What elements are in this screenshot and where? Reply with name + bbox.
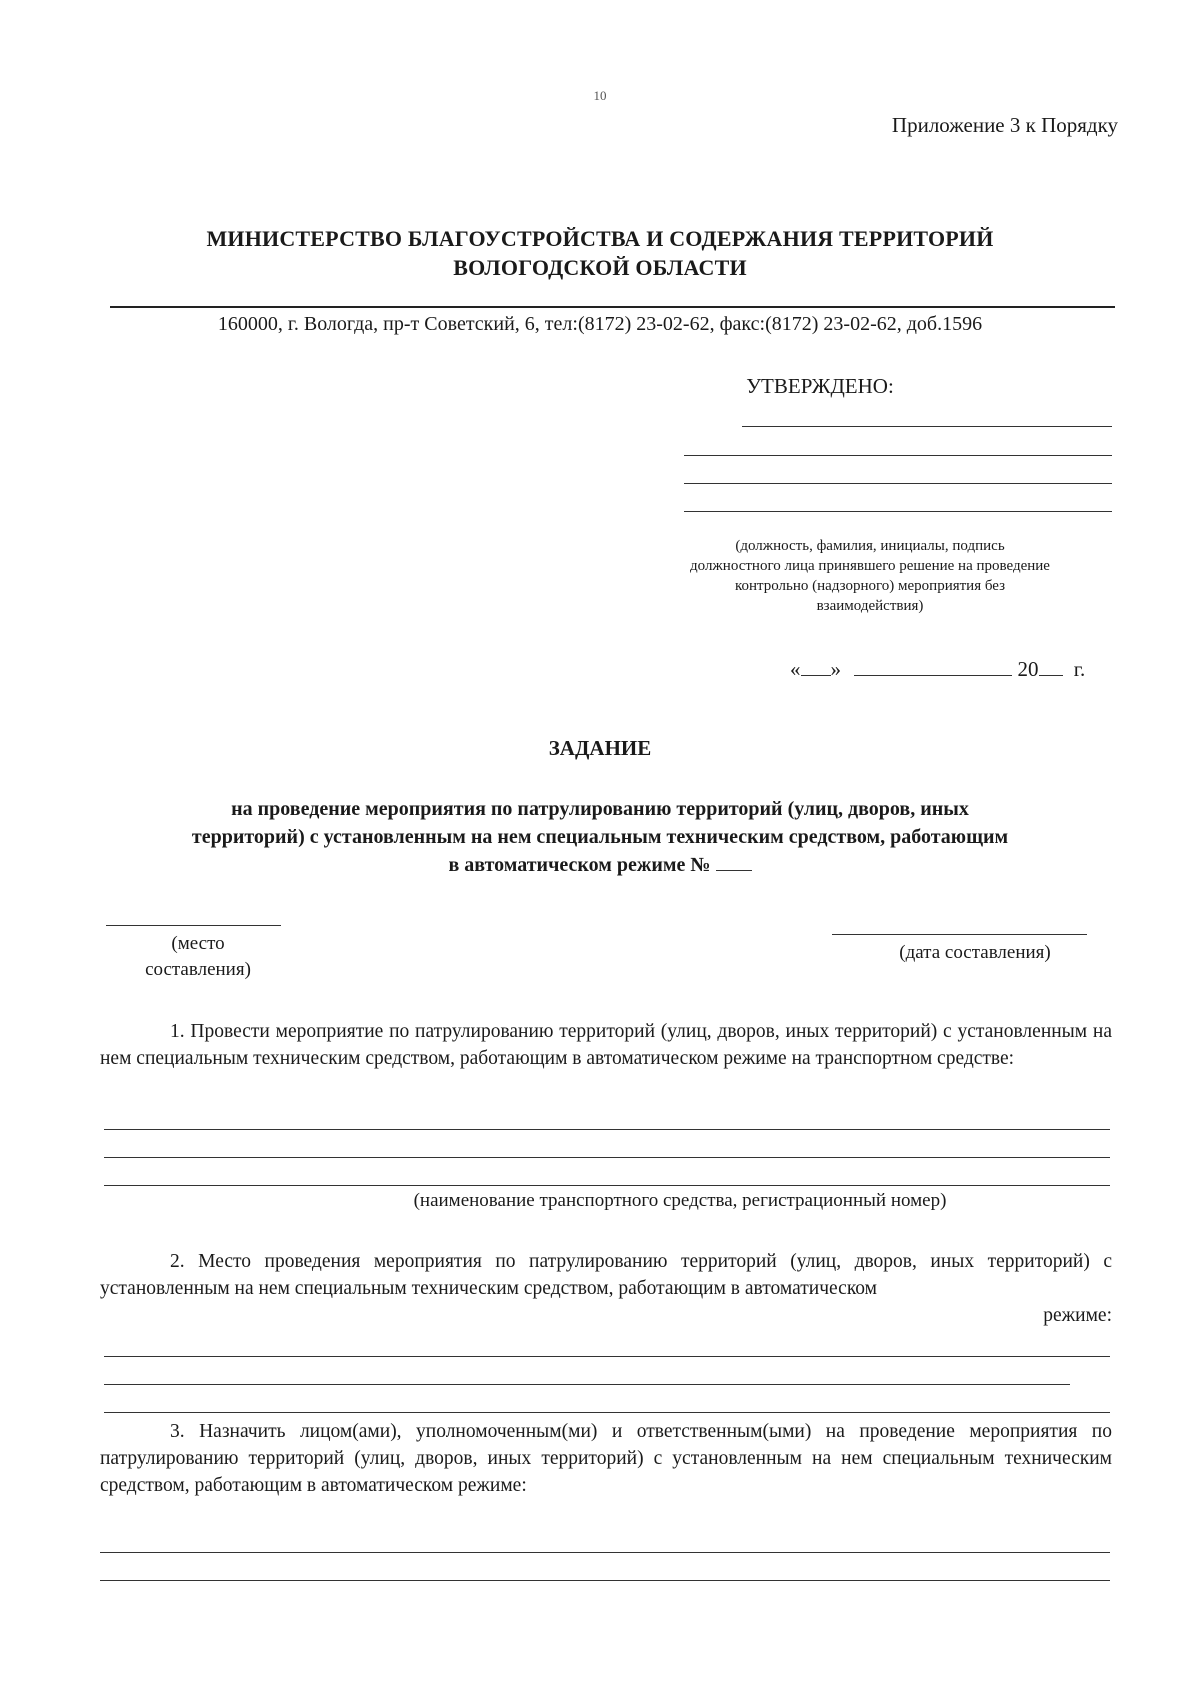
page-number: 10 <box>593 88 607 103</box>
item-2-fill-line-3 <box>104 1412 1110 1413</box>
task-subtitle-line3-text: в автоматическом режиме № <box>448 854 711 876</box>
item-2-paragraph: 2. Место проведения мероприятия по патрулированию территорий (улиц, дворов, иных территорий) с установленным на нем специальным техническим средством, работающим в автоматическом <box>100 1251 1112 1299</box>
task-subtitle-line1: на проведение мероприятия по патрулированию территорий (улиц, дворов, иных <box>231 798 969 820</box>
place-caption-line1: (место <box>171 933 225 954</box>
item-1-fill-line-1 <box>104 1129 1110 1130</box>
task-title: ЗАДАНИЕ <box>548 736 652 760</box>
date-year-suffix: г. <box>1073 657 1086 681</box>
item-2-fill-line-2 <box>104 1384 1070 1385</box>
approval-note-line3: контрольно (надзорного) мероприятия без <box>734 578 1006 594</box>
header-divider <box>110 306 1115 308</box>
item-3-fill-line-1 <box>100 1552 1110 1553</box>
approval-note-line2: должностного лица принявшего решение на проведение <box>690 558 1050 574</box>
date-blank-line <box>832 934 1087 935</box>
date-month-blank <box>854 657 1012 676</box>
item-1-hint: (наименование транспортного средства, регистрационный номер) <box>413 1190 947 1211</box>
ministry-header <box>100 224 1100 282</box>
place-caption-line2: составления) <box>145 959 251 980</box>
item-1-fill-line-3 <box>104 1185 1110 1186</box>
task-subtitle-line3 <box>100 851 1100 879</box>
approval-signature-line-2 <box>684 455 1112 456</box>
item-2-end-word: режиме: <box>1043 1305 1112 1326</box>
date-day-blank <box>801 657 831 676</box>
date-year-prefix: 20 <box>1017 657 1039 681</box>
task-number-blank <box>716 854 752 871</box>
ministry-name-line1: МИНИСТЕРСТВО БЛАГОУСТРОЙСТВА И СОДЕРЖАНИЯ ТЕРРИТОРИЙ <box>206 226 994 251</box>
date-quote-open: « <box>790 657 801 681</box>
item-3-paragraph: 3. Назначить лицом(ами), уполномоченным(ми) и ответственным(ыми) на проведение мероприятия по патрулированию территорий (улиц, дворов, иных территорий) с установленным на нем специальным техническим средством, работающим в автоматическом режиме: <box>100 1421 1112 1496</box>
item-3-text <box>100 1418 1112 1499</box>
date-year-blank <box>1039 657 1063 676</box>
date-quote-close: » <box>830 657 841 681</box>
task-subtitle <box>100 795 1100 879</box>
appendix-reference: Приложение 3 к Порядку <box>891 113 1118 137</box>
ministry-name-line2: ВОЛОГОДСКОЙ ОБЛАСТИ <box>453 255 747 280</box>
approval-signature-line-3 <box>684 483 1112 484</box>
approval-date-line <box>790 657 1085 682</box>
item-2-fill-line-1 <box>104 1356 1110 1357</box>
ministry-address: 160000, г. Вологда, пр-т Советский, 6, тел:(8172) 23-02-62, факс:(8172) 23-02-62, доб.1596 <box>217 313 983 335</box>
item-2-text <box>100 1248 1112 1329</box>
approval-signature-note <box>620 536 1120 616</box>
item-1-paragraph: 1. Провести мероприятие по патрулированию территорий (улиц, дворов, иных территорий) с установленным на нем специальным техническим средством, работающим в автоматическом режиме на транспортном средстве: <box>100 1021 1112 1069</box>
item-3-fill-line-2 <box>100 1580 1110 1581</box>
item-1-text <box>100 1018 1112 1072</box>
place-blank-line <box>106 925 281 926</box>
date-caption: (дата составления) <box>899 942 1051 963</box>
place-caption <box>118 931 278 983</box>
task-subtitle-line2: территорий) с установленным на нем специальным техническим средством, работающим <box>191 826 1009 848</box>
approval-signature-line-4 <box>684 511 1112 512</box>
approval-note-line4: взаимодействия) <box>816 598 924 614</box>
approval-signature-line-1 <box>742 426 1112 427</box>
item-1-fill-line-2 <box>104 1157 1110 1158</box>
approval-note-line1: (должность, фамилия, инициалы, подпись <box>735 538 1005 554</box>
approved-heading: УТВЕРЖДЕНО: <box>746 374 894 398</box>
